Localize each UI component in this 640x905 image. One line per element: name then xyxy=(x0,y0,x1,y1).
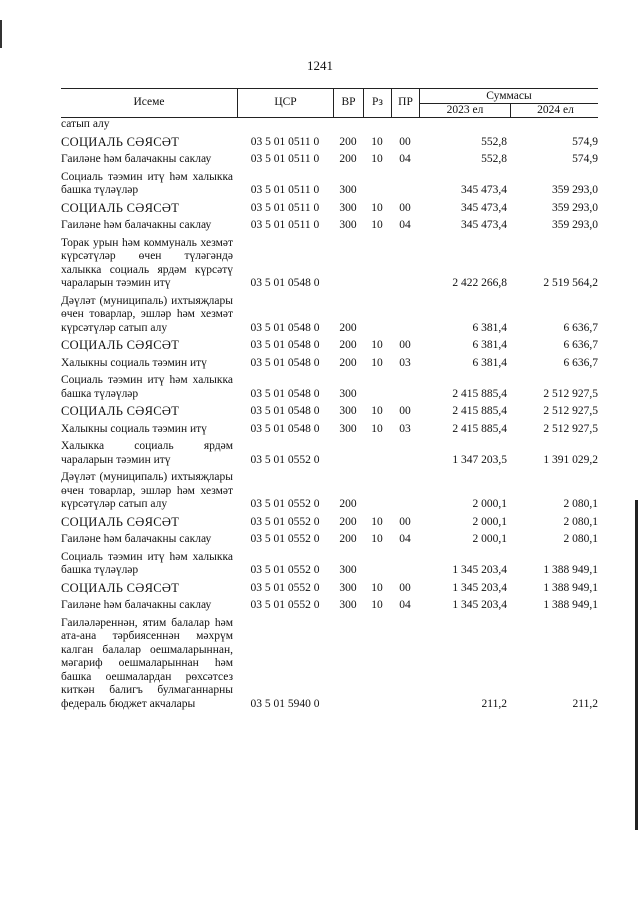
row-sum-2023: 552,8 xyxy=(481,153,507,165)
row-csr: 03 5 01 0552 0 xyxy=(250,581,320,594)
row-pr: 03 xyxy=(399,356,411,369)
header-vr: ВР xyxy=(333,89,363,117)
row-sum-2024: 359 293,0 xyxy=(552,219,598,231)
row-rz: 10 xyxy=(371,201,383,214)
row-name: СОЦИАЛЬ СӘЯСӘТ xyxy=(61,200,180,215)
row-sum-2023: 2 422 266,8 xyxy=(452,277,507,289)
row-sum-2024: 2 512 927,5 xyxy=(543,387,598,400)
row-vr: 200 xyxy=(339,135,357,148)
row-sum-2023: 1 347 203,5 xyxy=(452,453,507,466)
row-sum-2024: 6 636,7 xyxy=(563,339,598,351)
table-row xyxy=(61,237,598,291)
row-pr: 04 xyxy=(399,219,411,231)
row-sum-2024: 574,9 xyxy=(572,135,598,148)
row-vr: 300 xyxy=(339,405,357,417)
table-row xyxy=(61,202,598,216)
row-name: Халыкны социаль тәэмин итү xyxy=(61,422,207,435)
row-name: Дәүләт (муниципаль) ихтыяҗлары өчен товарлар, эшләр һәм хезмәт күрсәтүләр сатып алу xyxy=(61,471,233,510)
row-rz: 10 xyxy=(371,135,383,148)
row-sum-2024: 2 080,1 xyxy=(563,515,598,528)
row-csr: 03 5 01 0552 0 xyxy=(250,498,320,510)
row-name: СОЦИАЛЬ СӘЯСӘТ xyxy=(61,580,180,595)
row-sum-2024: 6 636,7 xyxy=(563,356,598,369)
row-csr: 03 5 01 0548 0 xyxy=(250,277,320,289)
table-row xyxy=(61,153,598,167)
row-sum-2023: 2 415 885,4 xyxy=(452,405,507,417)
row-pr: 03 xyxy=(399,422,411,435)
row-name: СОЦИАЛЬ СӘЯСӘТ xyxy=(61,134,180,149)
header-sums xyxy=(419,89,598,117)
row-csr: 03 5 01 0511 0 xyxy=(250,153,320,165)
row-csr: 03 5 01 0552 0 xyxy=(250,599,320,611)
row-rz: 10 xyxy=(371,599,383,611)
row-name: Гаиләләреннән, ятим балалар һәм ата-ана тәрбиясеннән мәхрүм калган балалар оешмаларыннан, мәгариф оешмаларыннан һәм башка оешмалардан рөхсәтсез киткән балигъ булмаганнарны федераль бюджет акчалары xyxy=(61,616,233,710)
row-vr: 300 xyxy=(339,219,357,231)
row-csr: 03 5 01 0552 0 xyxy=(250,515,320,528)
row-csr: 03 5 01 0552 0 xyxy=(250,564,320,576)
table-row xyxy=(61,423,598,437)
row-csr: 03 5 01 0511 0 xyxy=(250,201,320,214)
row-vr: 200 xyxy=(339,321,357,334)
table-row xyxy=(61,551,598,578)
row-pr: 00 xyxy=(399,405,411,417)
row-name: Социаль тәэмин итү һәм халыкка башка түләүләр xyxy=(61,170,233,196)
row-vr: 200 xyxy=(339,515,357,528)
row-csr: 03 5 01 0548 0 xyxy=(250,321,320,334)
row-sum-2023: 6 381,4 xyxy=(472,339,507,351)
table-row xyxy=(61,440,598,467)
row-sum-2023: 1 345 203,4 xyxy=(452,599,507,611)
row-sum-2024: 2 512 927,5 xyxy=(543,422,598,435)
row-sum-2024: 1 388 949,1 xyxy=(543,564,598,576)
row-csr: 03 5 01 5940 0 xyxy=(250,697,320,710)
row-name: Гаиләне һәм балачакны саклау xyxy=(61,219,212,231)
table-row xyxy=(61,118,598,132)
table-row xyxy=(61,339,598,353)
row-sum-2024: 359 293,0 xyxy=(552,184,598,196)
row-csr: 03 5 01 0552 0 xyxy=(250,453,320,466)
row-rz: 10 xyxy=(371,356,383,369)
table-row xyxy=(61,617,598,712)
row-sum-2024: 2 080,1 xyxy=(563,533,598,545)
header-rz: Рз xyxy=(363,89,391,117)
scan-edge-shadow xyxy=(635,500,638,830)
table-row xyxy=(61,471,598,512)
row-sum-2023: 1 345 203,4 xyxy=(452,564,507,576)
header-pr: ПР xyxy=(391,89,419,117)
row-vr: 300 xyxy=(339,599,357,611)
table-row xyxy=(61,295,598,336)
table-row xyxy=(61,136,598,150)
table-row xyxy=(61,405,598,419)
row-name: СОЦИАЛЬ СӘЯСӘТ xyxy=(61,514,180,529)
table-header xyxy=(61,88,598,118)
row-csr: 03 5 01 0548 0 xyxy=(250,339,320,351)
row-sum-2023: 2 000,1 xyxy=(472,498,507,510)
row-pr: 00 xyxy=(399,515,411,528)
row-name: Халыкны социаль тәэмин итү xyxy=(61,356,207,369)
row-pr: 04 xyxy=(399,533,411,545)
row-pr: 00 xyxy=(399,581,411,594)
row-sum-2023: 211,2 xyxy=(481,697,507,710)
row-rz: 10 xyxy=(371,219,383,231)
row-sum-2023: 345 473,4 xyxy=(461,219,507,231)
row-rz: 10 xyxy=(371,515,383,528)
row-sum-2024: 1 391 029,2 xyxy=(543,453,598,466)
row-pr: 04 xyxy=(399,153,411,165)
row-sum-2023: 6 381,4 xyxy=(472,356,507,369)
row-rz: 10 xyxy=(371,581,383,594)
header-csr: ЦСР xyxy=(237,89,333,117)
row-sum-2023: 1 345 203,4 xyxy=(452,581,507,594)
row-pr: 00 xyxy=(399,201,411,214)
row-name: сатып алу xyxy=(61,118,110,130)
row-rz: 10 xyxy=(371,422,383,435)
header-sums-title: Суммасы xyxy=(420,89,598,104)
row-pr: 00 xyxy=(399,135,411,148)
table-row xyxy=(61,599,598,613)
row-csr: 03 5 01 0548 0 xyxy=(250,356,320,369)
row-sum-2024: 1 388 949,1 xyxy=(543,581,598,594)
row-vr: 300 xyxy=(339,201,357,214)
row-name: Дәүләт (муниципаль) ихтыяҗлары өчен товарлар, эшләр һәм хезмәт күрсәтүләр сатып алу xyxy=(61,294,233,334)
row-name: Социаль тәэмин итү һәм халыкка башка түләүләр xyxy=(61,550,233,576)
page-number: 1241 xyxy=(307,58,333,73)
row-vr: 300 xyxy=(339,422,357,435)
table-row xyxy=(61,219,598,233)
row-name: Торак урын һәм коммуналь хезмәт күрсәтүләр өчен түләгәндә халыкка социаль ярдәм күрсәтү чараларын тәэмин итү xyxy=(61,236,233,289)
row-sum-2023: 345 473,4 xyxy=(461,201,507,214)
row-sum-2023: 345 473,4 xyxy=(461,184,507,196)
table-body xyxy=(61,118,598,711)
row-vr: 300 xyxy=(339,564,357,576)
table-row xyxy=(61,357,598,371)
row-sum-2024: 359 293,0 xyxy=(552,201,598,214)
row-rz: 10 xyxy=(371,405,383,417)
row-sum-2024: 2 519 564,2 xyxy=(543,277,598,289)
row-rz: 10 xyxy=(371,153,383,165)
scan-edge-mark xyxy=(0,20,2,48)
row-sum-2023: 552,8 xyxy=(481,135,507,148)
row-sum-2024: 6 636,7 xyxy=(563,321,598,334)
row-name: СОЦИАЛЬ СӘЯСӘТ xyxy=(61,404,180,418)
header-year-2023: 2023 ел xyxy=(446,104,484,116)
row-sum-2024: 211,2 xyxy=(572,697,598,710)
row-sum-2023: 2 000,1 xyxy=(472,533,507,545)
row-csr: 03 5 01 0548 0 xyxy=(250,422,320,435)
row-csr: 03 5 01 0511 0 xyxy=(250,135,320,148)
row-vr: 200 xyxy=(339,356,357,369)
table-row xyxy=(61,533,598,547)
row-sum-2024: 2 080,1 xyxy=(563,498,598,510)
row-name: Гаиләне һәм балачакны саклау xyxy=(61,599,212,611)
row-sum-2023: 2 415 885,4 xyxy=(452,422,507,435)
row-vr: 300 xyxy=(339,581,357,594)
row-sum-2024: 1 388 949,1 xyxy=(543,599,598,611)
row-csr: 03 5 01 0548 0 xyxy=(250,387,320,400)
row-vr: 200 xyxy=(339,533,357,545)
header-year-2024: 2024 ел xyxy=(510,103,600,117)
row-csr: 03 5 01 0511 0 xyxy=(250,219,320,231)
row-name: Гаиләне һәм балачакны саклау xyxy=(61,153,212,165)
table-row xyxy=(61,374,598,401)
row-name: Социаль тәэмин итү һәм халыкка башка түләүләр xyxy=(61,374,233,400)
row-rz: 10 xyxy=(371,339,383,351)
row-rz: 10 xyxy=(371,533,383,545)
row-vr: 200 xyxy=(339,339,357,351)
row-csr: 03 5 01 0548 0 xyxy=(250,405,320,417)
table-row xyxy=(61,516,598,530)
row-vr: 300 xyxy=(339,387,357,400)
row-pr: 00 xyxy=(399,339,411,351)
row-sum-2024: 574,9 xyxy=(572,153,598,165)
row-name: СОЦИАЛЬ СӘЯСӘТ xyxy=(61,338,180,352)
row-name: Халыкка социаль ярдәм чараларын тәэмин итү xyxy=(61,440,233,466)
row-csr: 03 5 01 0552 0 xyxy=(250,533,320,545)
row-csr: 03 5 01 0511 0 xyxy=(250,184,320,196)
table-row xyxy=(61,171,598,198)
row-sum-2023: 6 381,4 xyxy=(472,321,507,334)
row-vr: 200 xyxy=(339,498,357,510)
row-vr: 300 xyxy=(339,184,357,196)
row-name: Гаиләне һәм балачакны саклау xyxy=(61,533,212,545)
row-sum-2023: 2 415 885,4 xyxy=(452,387,507,400)
budget-table xyxy=(61,88,598,711)
header-name: Исеме xyxy=(133,96,165,109)
row-vr: 200 xyxy=(339,153,357,165)
table-row xyxy=(61,582,598,596)
row-sum-2024: 2 512 927,5 xyxy=(543,405,598,417)
row-pr: 04 xyxy=(399,599,411,611)
row-sum-2023: 2 000,1 xyxy=(472,515,507,528)
